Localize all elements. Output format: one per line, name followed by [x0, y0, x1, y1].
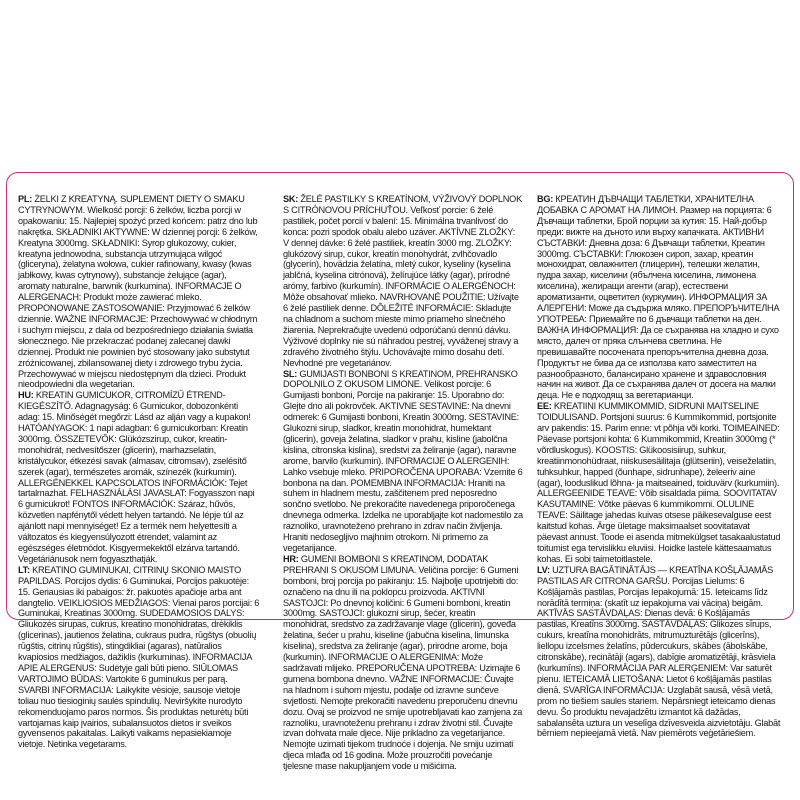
language-code: SL:	[283, 368, 298, 379]
language-code: SK:	[283, 194, 299, 204]
section-sl	[283, 369, 523, 554]
language-code: HU:	[18, 390, 34, 401]
section-bg	[537, 194, 781, 401]
section-text: GUMIJASTI BONBONI S KREATINOM, PREHRANSKO DOPOLNILO Z OKUSOM LIMONE. Velikost porcije: 6 Gumijasti bonboni, Porcije na pakiranje: 15. Uporabno do: Glejte dno ali pokrovček. AKTIVNE SESTAVINE: Na dnevni odmerek: 6 Gumijasti bonboni, Kreatin 3000mg. SESTAVINE: Glukozni sirup, sladkor, kreatin monohidrat, humektant (glicerin), goveja želatina, sladkor v prahu, kisline (jabolčna kislina, citronska kislina), sredstvi za želiranje (agar), naravne arome, barvilo (kurkumin). INFORMACIJE O ALERGENIH: Lahko vsebuje mleko. PRIPOROČENA UPORABA: Vzemite 6 bonbona na dan. POMEMBNA INFORMACIJA: Hraniti na suhem in hladnem mestu, zaščitenem pred neposredno sončno svetlobo. Ne prekoračite navedenega priporočenega dnevnega odmerka. Izdelka ne uporabljajte kot nadomestilo za raznoliko, uravnoteženo prehrano in zdrav način življenja. Hraniti nedosegljivo majhnim otrokom. Ni primerno za vegetarijance.	[283, 368, 523, 553]
section-text: ŽELÉ PASTILKY S KREATÍNOM, VÝŽIVOVÝ DOPLNOK S CITRÓNOVOU PRÍCHUŤOU. Veľkosť porcie: 6 želé pastiliek, počet porcií v balení: 15. Minimálna trvanlivosť do konca: pozri spodok obalu alebo uzáver. AKTÍVNE ZLOŽKY: V dennej dávke: 6 želé pastiliek, kreatín 3000 mg. ZLOŽKY: glukózový sirup, cukor, kreatín monohydrát, zvlhčovadlo (glycerín), hovädzia želatína, mletý cukor, kyseliny (kyselina jablčná, kyselina citrónová), želírujúce látky (agar), prírodné arómy, farbivo (kurkumín). INFORMÁCIE O ALERGÉNOCH: Môže obsahovať mlieko. NAVRHOVANÉ POUŽITIE: Užívajte 6 želé pastiliek denne. DÔLEŽITÉ INFORMÁCIE: Skladujte na chladnom a suchom mieste mimo priameho slnečného žiarenia. Neprekračujte uvedenú odporúčanú dennú dávku. Výživové doplnky nie sú náhradou pestrej, vyváženej stravy a zdravého životného štýlu. Uchovávajte mimo dosahu detí. Nevhodné pre vegetariánov.	[283, 194, 522, 368]
section-sk	[283, 194, 523, 369]
text-column-3	[537, 194, 781, 739]
section-text: ŻELKI Z KREATYNĄ. SUPLEMENT DIETY O SMAKU CYTRYNOWYM. Wielkość porcji: 6 żelków, liczba porcji w opakowaniu: 15. Najlepiej spożyć przed końcem: patrz dno lub nakrętka. SKŁADNIKI AKTYWNE: W dziennej porcji: 6 żelków, Kreatyna 3000mg. SKŁADNIKI: Syrop glukozowy, cukier, kreatyna jednowodna, substancja utrzymująca wilgoć (gliceryna), żelatyna wołowa, cukier rafinowany, kwasy (kwas jabłkowy, kwas cytrynowy), substancje żelujące (agar), aromaty naturalne, barwnik (kurkumina). INFORMACJE O ALERGENACH: Produkt może zawierać mleko. PROPONOWANE ZASTOSOWANIE: Przyjmować 6 żelków dziennie. WAŻNE INFORMACJE: Przechowywać w chłodnym i suchym miejscu, z dala od bezpośredniego działania światła słonecznego. Nie przekraczać podanej zalecanej dawki dziennej. Produkt nie powinien być stosowany jako substytut zróżnicowanej, zbilansowanej diety i zdrowego trybu życia. Przechowywać w miejscu niedostępnym dla dzieci. Produkt nieodpowiedni dla wegetarian.	[18, 194, 258, 390]
section-text: КРЕАТИН ДЪВЧАЩИ ТАБЛЕТКИ, ХРАНИТЕЛНА ДОБАВКА С АРОМАТ НА ЛИМОН. Размер на порцията: 6 Дъвчащи таблетки, Брой порции за кутия: 15. Най-добър преди: вижте на дъното или върху капачката. АКТИВНИ СЪСТАВКИ: Дневна доза: 6 Дъвчащи таблетки, Креатин 3000mg. СЪСТАВКИ: Глюкозен сироп, захар, креатин монохидрат, овлажнител (глицерин), телешки желатин, пудра захар, киселини (ябълчена киселина, лимонена киселина), желиращи агенти (агар), естествени ароматизанти, оцветител (куркумин). ИНФОРМАЦИЯ ЗА АЛЕРГЕНИ: Може да съдържа мляко. ПРЕПОРЪЧИТЕЛНА УПОТРЕБА: Приемайте по 6 дъвчащи таблетки на ден. ВАЖНА ИНФОРМАЦИЯ: Да се съхранява на хладно и сухо място, далеч от пряка слънчева светлина. Не превишавайте посочената препоръчителна дневна доза. Продуктът не бива да се използва като заместител на разнообразното, балансирано хранене и здравословния начин на живот. Да се съхранява далеч от досега на малки деца. Не е подходящ за вегетарианци.	[537, 194, 780, 401]
section-pl	[18, 194, 260, 390]
section-text: GUMENI BOMBONI S KREATINOM, DODATAK PREHRANI S OKUSOM LIMUNA. Veličina porcije: 6 Gumeni bomboni, broj porcija po pakiranju: 15. Najbolje upotrijebiti do: označeno na dnu ili na poklopcu proizvoda. AKTIVNI SASTOJCI: Po dnevnoj količini: 6 Gumeni bomboni, kreatin 3000mg. SASTOJCI: glukozni sirup, šećer, kreatin monohidrat, sredstvo za zadržavanje vlage (glicerin), goveđa želatina, šećer u prahu, kiseline (jabučna kiselina, limunska kiselina), sredstva za želiranje (agar), prirodne arome, boja (kurkumin). INFORMACIJE O ALERGENIMA: Može sadržavati mlijeko. PREPORUČENA UPOTREBA: Uzimajte 6 gumena bombona dnevno. VAŽNE INFORMACIJE: Čuvajte na hladnom i suhom mjestu, podalje od izravne sunčeve svjetlosti. Nemojte prekoračiti navedenu preporučenu dnevnu dozu. Ovaj se proizvod ne smije upotrebljavati kao zamjena za raznoliku, uravnoteženu prehranu i zdrav životni stil. Čuvajte izvan dohvata male djece. Nije prikladno za vegetarijance. Nemojte uzimati tijekom trudnoće i dojenja. Ne smiju uzimati djeca mlađa od 16 godina. Može prouzročiti povećanje tjelesne mase nakupljanjem vode u mišićima.	[283, 553, 523, 772]
section-text: KREATIINI KUMMIKOMMID, SIDRUNI MAITSELINE TOIDULISAND. Portsjoni suurus: 6 Kummikommid, portsjonite arv pakendis: 15. Parim enne: vt põhja või korki. TOIMEAINED: Päevase portsjoni kohta: 6 Kummikommid, Kreatiin 3000mg (* võrdluskogus). KOOSTIS: Glükoosisiirup, suhkur, kreatiinmonohüdraat, niiskusesäilitaja (glütseriin), veiseželatiin, tuhksuhkur, happed (õunhape, sidrunhape), želeeriv aine (agar), looduslikud lõhna- ja maitseained, toiduvärv (kurkumiin). ALLERGEENIDE TEAVE: Võib sisaldada piima. SOOVITATAV KASUTAMINE: Võtke päevas 6 kummikommi. OLULINE TEAVE: Säilitage jahedas kuivas otsese päikesevalguse eest kaitstud kohas. Ärge ületage maksimaalset soovitatavat päevast annust. Toode ei asenda mitmekülgset tasakaalustatud toitumist ega tervislikku eluviisi. Hoidke lastele kättesaamatus kohas. Ei sobi taimetoitlastele.	[537, 401, 781, 564]
section-ee	[537, 401, 781, 565]
language-code: PL:	[18, 194, 33, 204]
section-text: KREATIN GUMICUKOR, CITROMÍZŰ ÉTREND-KIEGÉSZÍTŐ. Adagnagyság: 6 Gumicukor, dobozonkénti adag: 15. Minőségét megőrzi: Lásd az alján vagy a kupakon! HATÓANYAGOK: 1 napi adagban: 6 gumicukorban: Kreatin 3000mg. ÖSSZETEVŐK: Glükózszirup, cukor, kreatin-monohidrát, nedvesítőszer (glicerin), marhazselatin, kristálycukor, étkezési savak (almasav, citromsav), zselésítő szerek (agar), természetes aromák, színezék (kurkumin). ALLERGÉNEKKEL KAPCSOLATOS INFORMÁCIÓK: Tejet tartalmazhat. FELHASZNÁLÁSI JAVASLAT: Fogyasszon napi 6 gumicukrot! FONTOS INFORMÁCIÓK: Száraz, hűvös, közvetlen napfénytől védett helyen tartandó. Ne lépje túl az ajánlott napi mennyiséget! Ez a termék nem helyettesíti a változatos és kiegyensúlyozott étrendet, valamint az egészséges életmódot. Kisgyermekektől elzárva tartandó. Vegetáriánusok nem fogyaszthatják.	[18, 390, 255, 564]
language-code: LV:	[537, 564, 550, 575]
section-hu	[18, 390, 260, 565]
language-code: EE:	[537, 401, 552, 412]
language-code: BG:	[537, 194, 554, 204]
section-text: UZTURA BAGĀTINĀTĀJS — KREATĪNA KOŠĻĀJAMĀS PASTILAS AR CITRONA GARŠU. Porcijas Lielums: 6 Košļājamās pastilas, Porcijas Iepakojumā: 15. Ieteicams līdz norādītā termiņa: (skatīt uz iepakojuma vai vāciņa) beigām. AKTĪVĀS SASTĀVDAĻAS: Dienas devā: 6 Košļājamās pastilas, Kreatīns 3000mg. SASTĀVDAĻAS: Glikozes sīrups, cukurs, kreatīna monohidrāts, mitrumuzturētājs (glicerīns), liellopu izcelsmes želatīns, pūdercukurs, skābes (ābolskābe, citronskābe), recinātāji (agars), dabīgie aromatizētāji, krāsviela (kurkumīns). INFORMĀCIJA PAR ALERĢENIEM: Var saturēt pienu. IETEICAMĀ LIETOŠANA: Lietot 6 košļājamās pastilas dienā. SVARĪGA INFORMĀCIJA: Uzglabāt sausā, vēsā vietā, prom no tiešiem saules stariem. Nepārsniegt ieteicamo dienas devu. Šo produktu nevajadzētu izmantot kā dažādas, sabalansēta uztura un veselīga dzīvesveida aizvietotāju. Glabāt bērniem nepieejamā vietā. Nav piemērots veģetāriešiem.	[537, 564, 781, 739]
section-lv	[537, 565, 781, 740]
section-lt	[18, 565, 260, 750]
text-column-2	[283, 194, 523, 772]
language-code: LT:	[18, 564, 30, 575]
section-text: KREATINO GUMINUKAI, CITRINŲ SKONIO MAISTO PAPILDAS. Porcijos dydis: 6 Guminukai, Porcijos pakuotėje: 15. Geriausias iki pabaigos: žr. pakuotės apačioje arba ant dangtelio. VEIKLIOSIOS MEDŽIAGOS: Vienai paros porcijai: 6 Guminukai, Kreatinas 3000mg. SUDEDAMOSIOS DALYS: Gliukozės sirupas, cukrus, kreatino monohidratas, drėkiklis (glicerinas), jautienos želatina, cukraus pudra, rūgštys (obuolių rūgštis, citrinų rūgštis), stingdikliai (agaras), natūralios kvapiosios medžiagos, dažiklis (kurkuminas). INFORMACIJA APIE ALERGENUS: Sudėtyje gali būti pieno. SIŪLOMAS VARTOJIMO BŪDAS: Vartokite 6 guminukus per parą. SVARBI INFORMACIJA: Laikykite vėsioje, sausoje vietoje toliau nuo tiesioginių saulės spindulių. Neviršykite nurodyto rekomenduojamo paros normos. Šis produktas neturėtų būti vartojamas kaip įvairios, subalansuotos dietos ir sveikos gyvensenos pakaitalas. Laikyti vaikams nepasiekiamoje vietoje. Netinka vegetarams.	[18, 564, 260, 750]
text-column-1	[18, 194, 260, 750]
language-code: HR:	[283, 553, 299, 564]
section-hr	[283, 554, 523, 772]
